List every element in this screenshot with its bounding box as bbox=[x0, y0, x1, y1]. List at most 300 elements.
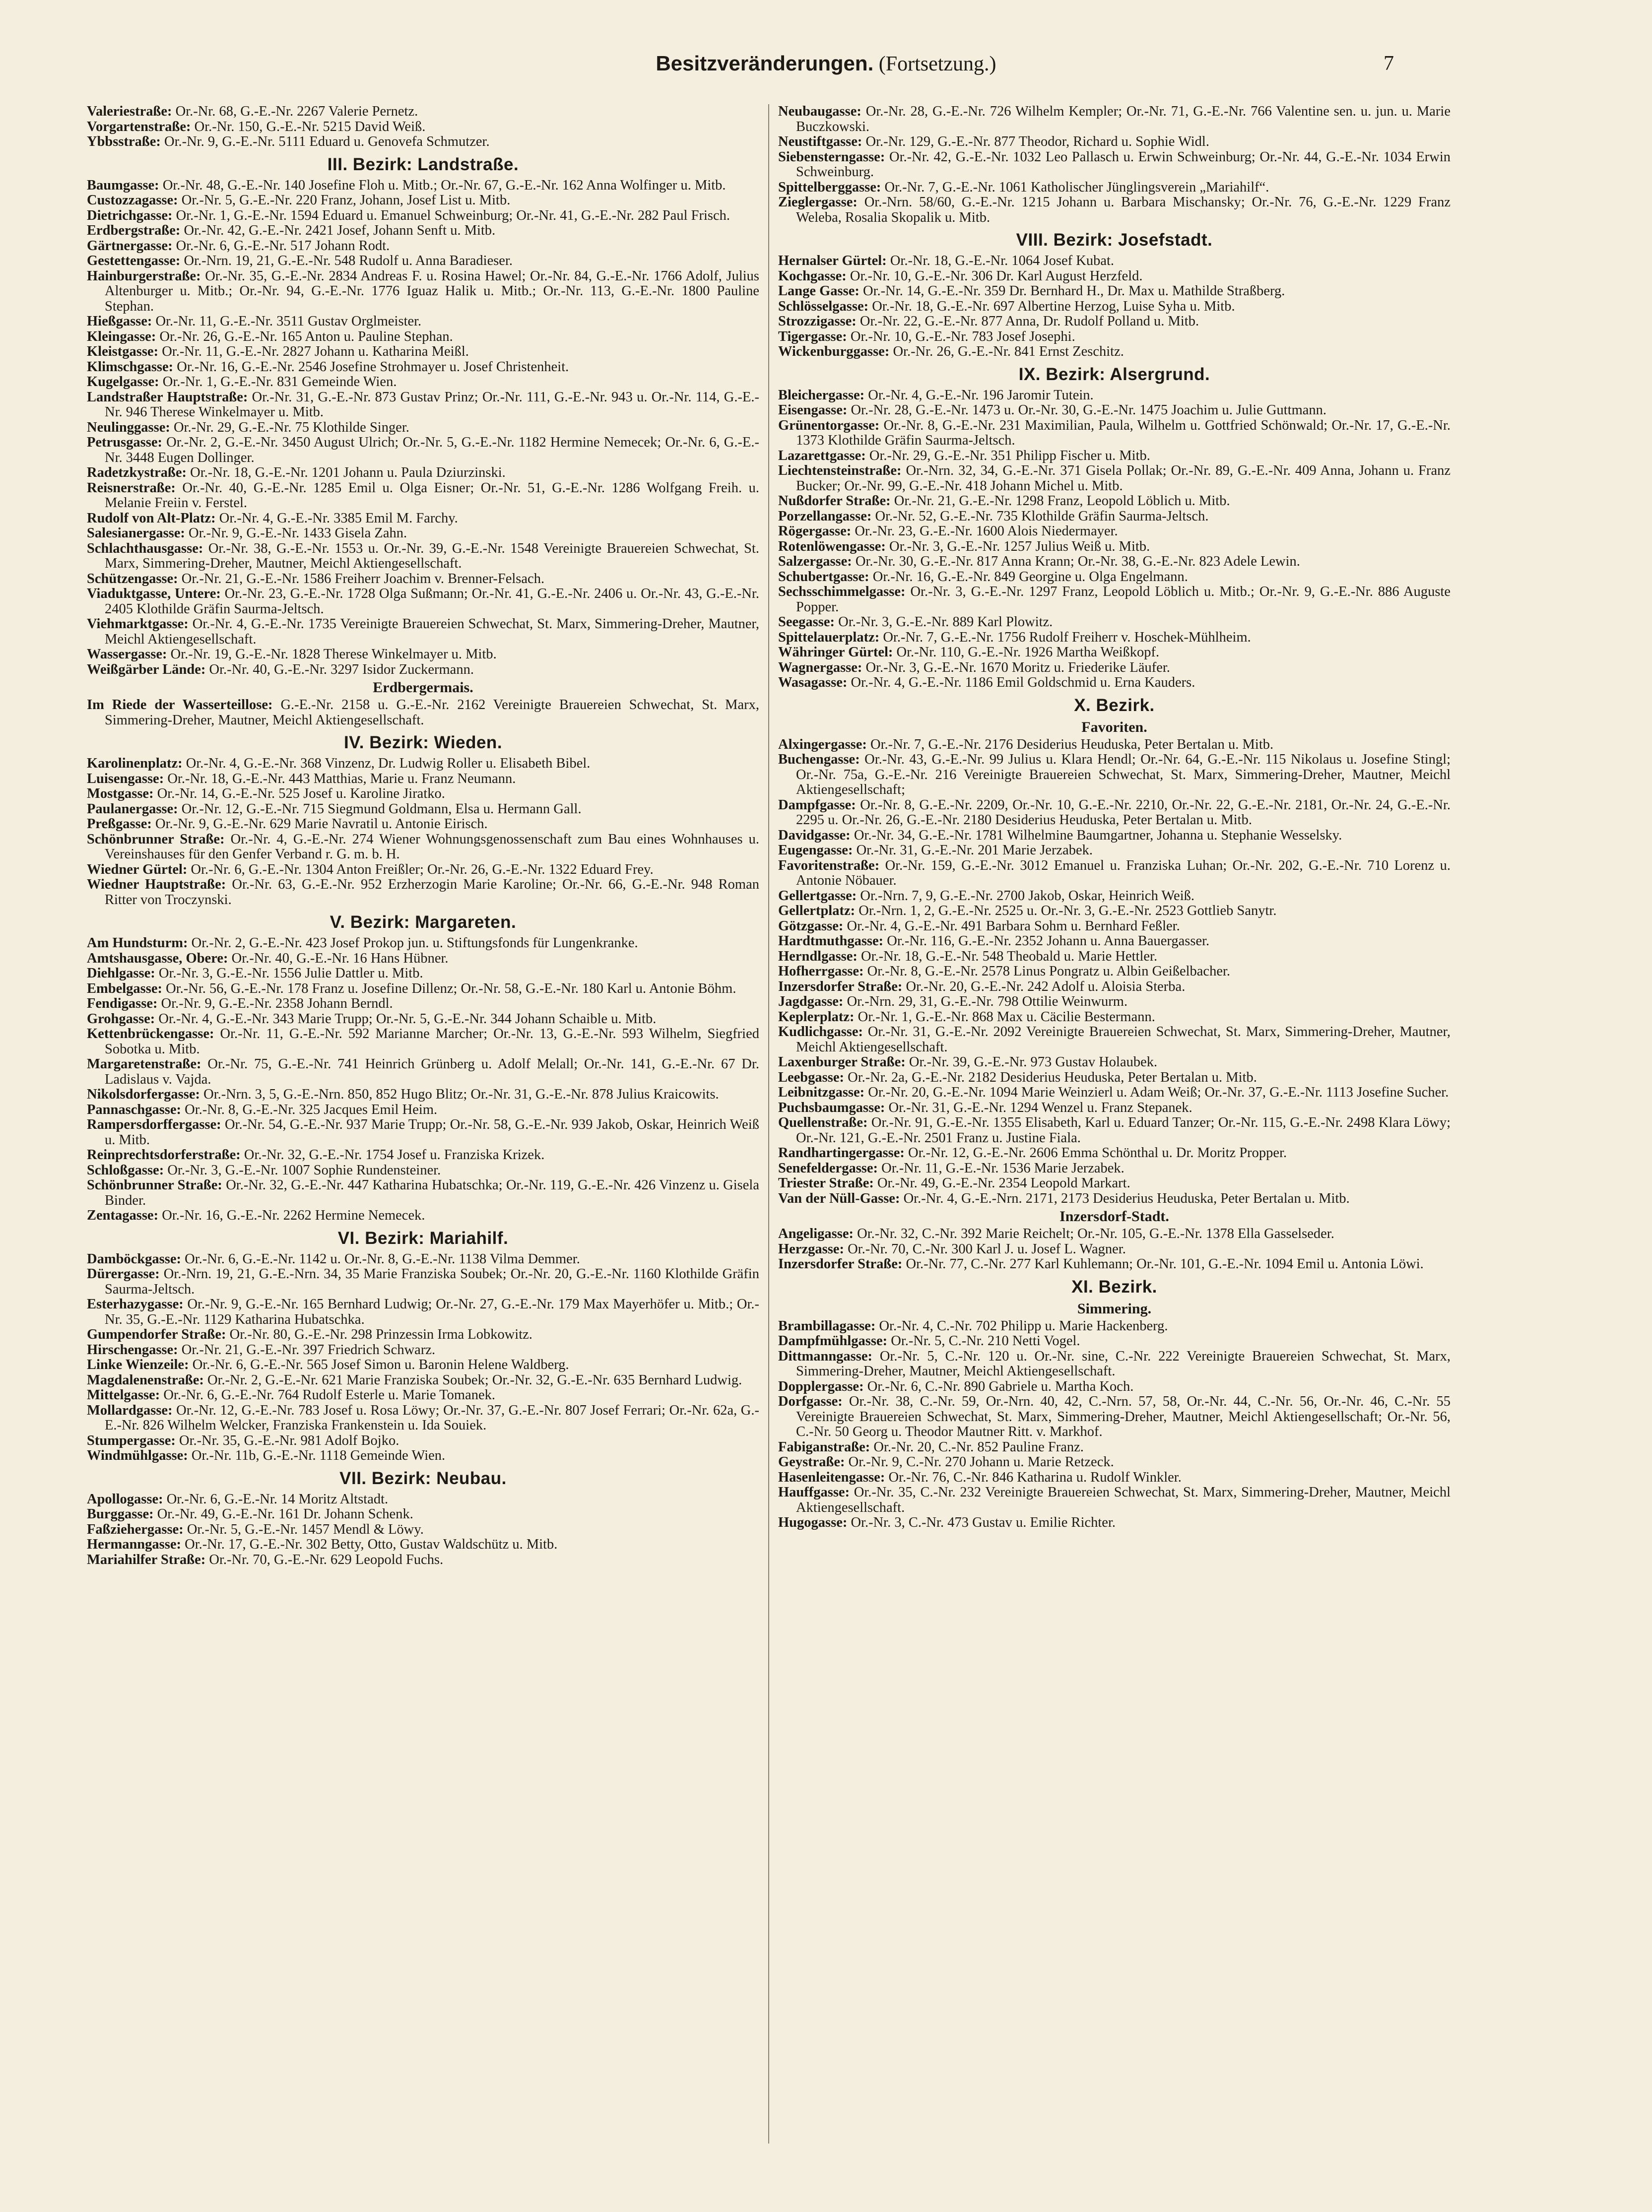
entry-details: Or.-Nr. 19, G.-E.-Nr. 1828 Therese Winkelmayer u. Mitb. bbox=[167, 647, 497, 662]
property-entry bbox=[778, 1146, 1451, 1161]
street-name: Embelgasse: bbox=[87, 980, 162, 996]
left-column bbox=[87, 104, 759, 2144]
street-name: Landstraßer Hauptstraße: bbox=[87, 389, 248, 405]
street-name: Amtshausgasse, Obere: bbox=[87, 950, 228, 966]
street-name: Dittmanngasse: bbox=[778, 1348, 872, 1364]
entry-details: Or.-Nr. 77, C.-Nr. 277 Karl Kuhlemann; Or.-Nr. 101, G.-E.-Nr. 1094 Emil u. Antonia Löwi. bbox=[902, 1256, 1424, 1272]
street-name: Gumpendorfer Straße: bbox=[87, 1327, 226, 1342]
entry-details: Or.-Nr. 42, G.-E.-Nr. 2421 Josef, Johann Senft u. Mitb. bbox=[180, 223, 496, 238]
street-name: Dopplergasse: bbox=[778, 1378, 864, 1394]
property-entry bbox=[87, 877, 759, 908]
property-entry bbox=[87, 360, 759, 375]
district-heading: VIII. Bezirk: Josefstadt. bbox=[1016, 230, 1213, 250]
entry-details: Or.-Nr. 31, G.-E.-Nr. 1294 Wenzel u. Franz Stepanek. bbox=[885, 1100, 1192, 1115]
subdistrict-heading: Favoriten. bbox=[1081, 718, 1147, 735]
entry-details: Or.-Nr. 32, G.-E.-Nr. 447 Katharina Hubatschka; Or.-Nr. 119, G.-E.-Nr. 426 Vinzenz u. Gisela Binder. bbox=[105, 1177, 759, 1208]
entry-details: Or.-Nr. 26, G.-E.-Nr. 165 Anton u. Pauline Stephan. bbox=[156, 328, 453, 344]
street-name: Preßgasse: bbox=[87, 816, 152, 832]
entry-details: Or.-Nr. 63, G.-E.-Nr. 952 Erzherzogin Marie Karoline; Or.-Nr. 66, G.-E.-Nr. 948 Roman Ritter von Troczynski. bbox=[105, 877, 759, 908]
street-name: Gellertgasse: bbox=[778, 888, 857, 904]
property-entry bbox=[87, 1373, 759, 1388]
entry-details: Or.-Nr. 11, G.-E.-Nr. 1536 Marie Jerzabek. bbox=[878, 1160, 1124, 1176]
entry-details: Or.-Nr. 11b, G.-E.-Nr. 1118 Gemeinde Wien. bbox=[188, 1448, 446, 1463]
property-entry bbox=[87, 1103, 759, 1118]
street-name: Herzgasse: bbox=[778, 1241, 844, 1257]
street-name: Inzersdorfer Straße: bbox=[778, 978, 903, 994]
street-name: Erdbergstraße: bbox=[87, 223, 181, 238]
street-name: Apollogasse: bbox=[87, 1491, 163, 1507]
street-name: Götzgasse: bbox=[778, 918, 844, 934]
street-name: Fabiganstraße: bbox=[778, 1439, 870, 1455]
entry-details: Or.-Nr. 29, G.-E.-Nr. 75 Klothilde Singer. bbox=[170, 419, 409, 435]
property-entry bbox=[87, 344, 759, 360]
property-entry bbox=[87, 786, 759, 802]
entry-details: Or.-Nr. 23, G.-E.-Nr. 1728 Olga Sußmann; Or.-Nr. 41, G.-E.-Nr. 2406 u. Or.-Nr. 43, G.-E.-Nr. 2405 Klothilde Gräfin Saurma-Jeltsch. bbox=[105, 586, 759, 617]
entry-details: Or.-Nrn. 3, 5, G.-E.-Nrn. 850, 852 Hugo Blitz; Or.-Nr. 31, G.-E.-Nr. 878 Julius Kraicowits. bbox=[199, 1087, 719, 1102]
property-entry bbox=[87, 435, 759, 465]
property-entry bbox=[87, 120, 759, 135]
street-name: Mostgasse: bbox=[87, 786, 154, 801]
entry-details: Or.-Nr. 9, G.-E.-Nr. 629 Marie Navratil u. Antonie Eirisch. bbox=[151, 816, 488, 832]
street-name: Wassergasse: bbox=[87, 647, 167, 662]
district-heading: V. Bezirk: Margareten. bbox=[330, 912, 517, 932]
property-entry bbox=[778, 858, 1451, 889]
entry-details: Or.-Nr. 34, G.-E.-Nr. 1781 Wilhelmine Baumgartner, Johanna u. Stephanie Wesselsky. bbox=[850, 827, 1342, 843]
entry-details: Or.-Nr. 9, G.-E.-Nr. 1433 Gisela Zahn. bbox=[185, 525, 407, 541]
entry-details: Or.-Nr. 9, G.-E.-Nr. 165 Bernhard Ludwig; Or.-Nr. 27, G.-E.-Nr. 179 Max Mayerhöfer u. Mitb.; Or.-Nr. 35, G.-E.-Nr. 1129 Katharina Hubatschka. bbox=[105, 1297, 759, 1327]
running-title bbox=[0, 50, 1652, 78]
street-name: Buchengasse: bbox=[778, 752, 860, 767]
property-entry bbox=[778, 934, 1451, 949]
property-entry bbox=[778, 949, 1451, 965]
property-entry bbox=[778, 843, 1451, 858]
entry-details: Or.-Nr. 4, G.-E.-Nr. 274 Wiener Wohnungsgenossenschaft zum Bau eines Wohnhauses u. Vereinshauses für den Genfer Verband r. G. m. b. H. bbox=[105, 831, 759, 862]
entry-details: Or.-Nr. 35, C.-Nr. 232 Vereinigte Brauereien Schwechat, St. Marx, Simmering-Dreher, Mautner, Meichl Aktiengesellschaft. bbox=[796, 1485, 1451, 1515]
entry-details: Or.-Nrn. 7, 9, G.-E.-Nr. 2700 Jakob, Oskar, Heinrich Weiß. bbox=[857, 888, 1194, 904]
entry-details: Or.-Nr. 21, G.-E.-Nr. 1298 Franz, Leopold Löblich u. Mitb. bbox=[890, 493, 1230, 509]
property-entry bbox=[87, 254, 759, 269]
property-entry bbox=[87, 541, 759, 572]
property-entry bbox=[778, 585, 1451, 615]
entry-details: Or.-Nr. 7, G.-E.-Nr. 1756 Rudolf Freiherr v. Hoschek-Mühlheim. bbox=[879, 629, 1251, 645]
property-entry bbox=[778, 1115, 1451, 1146]
street-name: Kettenbrückengasse: bbox=[87, 1026, 214, 1041]
entry-details: Or.-Nr. 150, G.-E.-Nr. 5215 David Weiß. bbox=[191, 119, 426, 134]
street-name: Faßziehergasse: bbox=[87, 1521, 184, 1537]
property-entry bbox=[778, 299, 1451, 315]
street-name: Nikolsdorfergasse: bbox=[87, 1087, 200, 1102]
property-entry bbox=[87, 1522, 759, 1538]
property-entry bbox=[778, 1227, 1451, 1242]
property-entry bbox=[87, 936, 759, 951]
entry-details: Or.-Nr. 54, G.-E.-Nr. 937 Marie Trupp; Or.-Nr. 58, G.-E.-Nr. 939 Jakob, Oskar, Heinrich Weiß u. Mitb. bbox=[105, 1117, 759, 1148]
entry-details: Or.-Nr. 4, G.-E.-Nr. 1186 Emil Goldschmid u. Erna Kauders. bbox=[847, 675, 1195, 690]
entry-details: Or.-Nr. 11, G.-E.-Nr. 3511 Gustav Orglmeister. bbox=[152, 314, 422, 329]
property-entry bbox=[778, 1515, 1451, 1531]
entry-details: Or.-Nr. 22, G.-E.-Nr. 877 Anna, Dr. Rudolf Polland u. Mitb. bbox=[856, 314, 1199, 329]
entry-details: Or.-Nrn. 19, 21, G.-E.-Nrn. 34, 35 Marie Franziska Soubek; Or.-Nr. 20, G.-E.-Nr. 1160 Klothilde Gräfin Saurma-Jeltsch. bbox=[105, 1266, 759, 1297]
street-name: Hauffgasse: bbox=[778, 1485, 850, 1500]
street-name: Favoritenstraße: bbox=[778, 857, 880, 873]
entry-details: Or.-Nr. 6, G.-E.-Nr. 14 Moritz Altstadt. bbox=[163, 1491, 389, 1507]
entry-details: Or.-Nr. 18, G.-E.-Nr. 548 Theobald u. Marie Hettler. bbox=[857, 948, 1158, 964]
property-entry bbox=[87, 772, 759, 787]
street-name: Randhartingergasse: bbox=[778, 1145, 905, 1161]
property-entry bbox=[778, 150, 1451, 180]
street-name: Valeriestraße: bbox=[87, 104, 172, 119]
street-name: Grünentorgasse: bbox=[778, 417, 880, 433]
property-entry bbox=[778, 919, 1451, 934]
street-name: Paulanergasse: bbox=[87, 801, 178, 817]
property-entry bbox=[778, 994, 1451, 1010]
entry-details: Or.-Nr. 40, G.-E.-Nr. 3297 Isidor Zuckermann. bbox=[205, 661, 474, 677]
property-entry bbox=[778, 1485, 1451, 1515]
street-name: Petrusgasse: bbox=[87, 435, 162, 450]
property-entry bbox=[778, 889, 1451, 904]
entry-details: Or.-Nr. 5, C.-Nr. 210 Netti Vogel. bbox=[887, 1333, 1080, 1349]
street-name: Salzergasse: bbox=[778, 554, 852, 569]
street-name: Seegasse: bbox=[778, 614, 835, 630]
entry-details: Or.-Nr. 38, C.-Nr. 59, Or.-Nrn. 40, 42, C.-Nrn. 57, 58, Or.-Nr. 44, C.-Nr. 56, Or.-Nr. 46, C.-Nr. 55 Vereinigte Brauereien Schwechat, St. Marx, Simmering-Dreher, Mautner, Meichl Aktiengesellschaft; Or.-Nr. 56, C.-Nr. 50 Georg u. Theodor Mautner Ritt. v. Markhof. bbox=[796, 1394, 1451, 1439]
entry-details: Or.-Nr. 4, G.-E.-Nr. 343 Marie Trupp; Or.-Nr. 5, G.-E.-Nr. 344 Johann Schaible u. Mitb. bbox=[155, 1011, 657, 1027]
property-entry bbox=[778, 1334, 1451, 1349]
entry-details: Or.-Nr. 21, G.-E.-Nr. 1586 Freiherr Joachim v. Brenner-Felsach. bbox=[178, 571, 545, 586]
street-name: Puchsbaumgasse: bbox=[778, 1100, 885, 1115]
property-entry bbox=[87, 1343, 759, 1358]
entry-details: Or.-Nr. 8, G.-E.-Nr. 2209, Or.-Nr. 10, G.-E.-Nr. 2210, Or.-Nr. 22, G.-E.-Nr. 2181, Or.-Nr. 24, G.-E.-Nr. 2295 u. Or.-Nr. 26, G.-E.-Nr. 2180 Desiderius Heuduska, Peter Bertalan u. Mitb. bbox=[796, 797, 1451, 828]
entry-details: Or.-Nr. 16, G.-E.-Nr. 849 Georgine u. Olga Engelmann. bbox=[869, 569, 1188, 585]
property-entry bbox=[87, 1252, 759, 1267]
entry-details: Or.-Nr. 129, G.-E.-Nr. 877 Theodor, Richard u. Sophie Widl. bbox=[862, 134, 1209, 149]
entry-details: Or.-Nrn. 29, 31, G.-E.-Nr. 798 Ottilie Weinwurm. bbox=[843, 994, 1128, 1009]
property-entry bbox=[87, 329, 759, 345]
street-name: Esterhazygasse: bbox=[87, 1297, 184, 1312]
property-entry bbox=[87, 223, 759, 239]
street-name: Keplerplatz: bbox=[778, 1009, 855, 1025]
property-entry bbox=[778, 1191, 1451, 1207]
entry-details: Or.-Nr. 4, C.-Nr. 702 Philipp u. Marie Hackenberg. bbox=[875, 1318, 1168, 1334]
property-entry bbox=[87, 1087, 759, 1103]
entry-details: Or.-Nr. 17, G.-E.-Nr. 302 Betty, Otto, Gustav Waldschütz u. Mitb. bbox=[181, 1537, 558, 1552]
entry-details: Or.-Nr. 4, G.-E.-Nr. 491 Barbara Sohm u. Bernhard Feßler. bbox=[843, 918, 1180, 934]
street-name: Inzersdorfer Straße: bbox=[778, 1256, 903, 1272]
street-name: Hardtmuthgasse: bbox=[778, 933, 884, 949]
street-name: Rudolf von Alt-Platz: bbox=[87, 510, 216, 526]
property-entry bbox=[87, 465, 759, 481]
street-name: Mittelgasse: bbox=[87, 1387, 160, 1403]
property-entry bbox=[778, 403, 1451, 418]
subdistrict-heading: Simmering. bbox=[1077, 1300, 1152, 1317]
street-name: Reinprechtsdorferstraße: bbox=[87, 1147, 241, 1163]
property-entry bbox=[778, 524, 1451, 539]
entry-details: Or.-Nr. 32, C.-Nr. 392 Marie Reichelt; Or.-Nr. 105, G.-E.-Nr. 1378 Ella Gasselseder. bbox=[854, 1226, 1334, 1241]
street-name: Siebensterngasse: bbox=[778, 149, 885, 165]
entry-details: Or.-Nr. 3, G.-E.-Nr. 1556 Julie Dattler u. Mitb. bbox=[155, 966, 423, 981]
property-entry bbox=[778, 630, 1451, 646]
property-entry bbox=[87, 420, 759, 436]
street-name: Karolinenplatz: bbox=[87, 756, 183, 771]
entry-details: Or.-Nr. 9, G.-E.-Nr. 5111 Eduard u. Genovefa Schmutzer. bbox=[160, 134, 490, 149]
entry-details: Or.-Nrn. 19, 21, G.-E.-Nr. 548 Rudolf u. Anna Baradieser. bbox=[180, 253, 513, 268]
property-entry bbox=[87, 1178, 759, 1208]
property-entry bbox=[87, 1492, 759, 1507]
entry-details: Or.-Nr. 42, G.-E.-Nr. 1032 Leo Pallasch u. Erwin Schweinburg; Or.-Nr. 44, G.-E.-Nr. 1034 Erwin Schweinburg. bbox=[796, 149, 1451, 180]
property-entry bbox=[87, 1117, 759, 1148]
entry-details: Or.-Nr. 3, G.-E.-Nr. 889 Karl Plowitz. bbox=[834, 614, 1053, 630]
entry-details: Or.-Nr. 1, G.-E.-Nr. 868 Max u. Cäcilie Bestermann. bbox=[854, 1009, 1155, 1025]
property-entry bbox=[778, 195, 1451, 225]
property-entry bbox=[87, 1553, 759, 1568]
entry-details: Or.-Nr. 20, G.-E.-Nr. 1094 Marie Weinzierl u. Adam Weiß; Or.-Nr. 37, G.-E.-Nr. 1113 Josefine Sucher. bbox=[864, 1085, 1449, 1100]
street-name: Dürergasse: bbox=[87, 1266, 160, 1282]
property-entry bbox=[87, 1163, 759, 1178]
subdistrict-heading: Inzersdorf-Stadt. bbox=[1059, 1208, 1169, 1225]
street-name: Kudlichgasse: bbox=[778, 1024, 863, 1040]
entry-details: Or.-Nr. 12, G.-E.-Nr. 2606 Emma Schönthal u. Dr. Moritz Propper. bbox=[904, 1145, 1287, 1161]
property-entry bbox=[87, 104, 759, 120]
street-name: Rögergasse: bbox=[778, 523, 852, 539]
entry-details: Or.-Nr. 2a, G.-E.-Nr. 2182 Desiderius Heuduska, Peter Bertalan u. Mitb. bbox=[844, 1069, 1257, 1085]
property-entry bbox=[778, 1070, 1451, 1086]
street-name: Schönbrunner Straße: bbox=[87, 831, 225, 847]
entry-details: Or.-Nr. 21, G.-E.-Nr. 397 Friedrich Schwarz. bbox=[178, 1342, 436, 1358]
entry-details: Or.-Nr. 10, G.-E.-Nr. 783 Josef Josephi. bbox=[847, 328, 1075, 344]
property-entry bbox=[87, 698, 759, 728]
entry-details: Or.-Nrn. 32, 34, G.-E.-Nr. 371 Gisela Pollak; Or.-Nr. 89, G.-E.-Nr. 409 Anna, Johann u. Franz Bucker; Or.-Nr. 99, G.-E.-Nr. 418 Johann Michel u. Mitb. bbox=[796, 463, 1451, 494]
street-name: Am Hundsturm: bbox=[87, 935, 188, 951]
street-name: Liechtensteinstraße: bbox=[778, 463, 902, 478]
entry-details: Or.-Nr. 40, G.-E.-Nr. 1285 Emil u. Olga Eisner; Or.-Nr. 51, G.-E.-Nr. 1286 Wolfgang Freih. u. Melanie Freiin v. Ferstel. bbox=[105, 480, 759, 511]
property-entry bbox=[778, 1440, 1451, 1455]
street-name: Zentagasse: bbox=[87, 1208, 159, 1223]
entry-details: Or.-Nr. 4, G.-E.-Nr. 368 Vinzenz, Dr. Ludwig Roller u. Elisabeth Bibel. bbox=[182, 756, 591, 771]
street-name: Hermanngasse: bbox=[87, 1537, 181, 1552]
property-entry bbox=[778, 1010, 1451, 1025]
street-name: Davidgasse: bbox=[778, 827, 851, 843]
property-entry bbox=[87, 208, 759, 224]
entry-details: Or.-Nr. 11, G.-E.-Nr. 592 Marianne Marcher; Or.-Nr. 13, G.-E.-Nr. 593 Wilhelm, Siegfried Sobotka u. Mitb. bbox=[105, 1026, 759, 1057]
street-name: Viaduktgasse, Untere: bbox=[87, 586, 221, 601]
street-name: Wiedner Hauptstraße: bbox=[87, 877, 226, 892]
entry-details: Or.-Nr. 52, G.-E.-Nr. 735 Klothilde Gräfin Saurma-Jeltsch. bbox=[871, 508, 1209, 524]
street-name: Rampersdorffergasse: bbox=[87, 1117, 221, 1132]
entry-details: Or.-Nr. 75, G.-E.-Nr. 741 Heinrich Grünberg u. Adolf Melall; Or.-Nr. 141, G.-E.-Nr. 67 Dr. Ladislaus v. Vajda. bbox=[105, 1056, 759, 1087]
entry-details: Or.-Nr. 9, C.-Nr. 270 Johann u. Marie Retzeck. bbox=[845, 1454, 1114, 1470]
entry-details: Or.-Nr. 43, G.-E.-Nr. 99 Julius u. Klara Hendl; Or.-Nr. 64, G.-E.-Nr. 115 Nikolaus u. Josefine Stingl; Or.-Nr. 75a, G.-E.-Nr. 216 Vereinigte Brauereien Schwechat, St. Marx, Simmering-Dreher, Mautner, Meichl Aktiengesellschaft; bbox=[796, 752, 1451, 797]
street-name: Zieglergasse: bbox=[778, 195, 858, 210]
property-entry bbox=[778, 1349, 1451, 1379]
street-name: Kleingasse: bbox=[87, 328, 156, 344]
property-entry bbox=[87, 1327, 759, 1343]
running-title-main: Besitzveränderungen. bbox=[656, 52, 874, 75]
property-entry bbox=[87, 178, 759, 194]
property-entry bbox=[778, 284, 1451, 299]
street-name: Bleichergasse: bbox=[778, 387, 865, 403]
property-entry bbox=[778, 449, 1451, 464]
entry-details: Or.-Nr. 2, G.-E.-Nr. 423 Josef Prokop jun. u. Stiftungsfonds für Lungenkranke. bbox=[188, 935, 638, 951]
property-entry bbox=[87, 1027, 759, 1057]
entry-details: Or.-Nr. 14, G.-E.-Nr. 359 Dr. Bernhard H., Dr. Max u. Mathilde Straßberg. bbox=[859, 283, 1285, 299]
street-name: Sechsschimmelgasse: bbox=[778, 584, 906, 599]
entry-details: Or.-Nr. 18, G.-E.-Nr. 1201 Johann u. Paula Dziurzinski. bbox=[187, 465, 506, 480]
entry-details: Or.-Nr. 4, G.-E.-Nr. 196 Jaromir Tutein. bbox=[864, 387, 1094, 403]
property-entry bbox=[778, 134, 1451, 150]
street-name: Quellenstraße: bbox=[778, 1115, 868, 1130]
street-name: Schützengasse: bbox=[87, 571, 178, 586]
property-entry bbox=[778, 254, 1451, 269]
entry-details: Or.-Nr. 31, G.-E.-Nr. 873 Gustav Prinz; Or.-Nr. 111, G.-E.-Nr. 943 u. Or.-Nr. 114, G.-E.-Nr. 946 Therese Winkelmayer u. Mitb. bbox=[105, 389, 759, 420]
property-entry bbox=[778, 344, 1451, 360]
entry-details: Or.-Nr. 20, G.-E.-Nr. 242 Adolf u. Aloisia Sterba. bbox=[902, 978, 1186, 994]
property-entry bbox=[778, 1242, 1451, 1257]
entry-details: Or.-Nr. 38, G.-E.-Nr. 1553 u. Or.-Nr. 39, G.-E.-Nr. 1548 Vereinigte Brauereien Schwechat, St. Marx, Simmering-Dreher, Mautner, Meichl Aktiengesellschaft. bbox=[105, 540, 759, 571]
street-name: Gärtnergasse: bbox=[87, 238, 173, 254]
entry-details: Or.-Nr. 40, G.-E.-Nr. 16 Hans Hübner. bbox=[228, 950, 449, 966]
entry-details: Or.-Nr. 5, G.-E.-Nr. 220 Franz, Johann, Josef List u. Mitb. bbox=[178, 193, 511, 208]
entry-details: Or.-Nr. 35, G.-E.-Nr. 2834 Andreas F. u. Rosina Hawel; Or.-Nr. 84, G.-E.-Nr. 1766 Adolf, Julius Altenburger u. Mitb.; Or.-Nr. 94, G.-E.-Nr. 1776 Iguaz Halik u. Mitb.; Or.-Nr. 113, G.-E.-Nr. 1800 Pauline Stephan. bbox=[105, 268, 759, 314]
street-name: Kochgasse: bbox=[778, 268, 847, 284]
entry-details: Or.-Nr. 16, G.-E.-Nr. 2262 Hermine Nemecek. bbox=[158, 1208, 425, 1223]
entry-details: Or.-Nr. 6, C.-Nr. 890 Gabriele u. Martha Koch. bbox=[863, 1378, 1134, 1394]
entry-details: Or.-Nr. 18, G.-E.-Nr. 443 Matthias, Marie u. Franz Neumann. bbox=[164, 771, 516, 786]
property-entry bbox=[87, 1297, 759, 1327]
entry-details: Or.-Nr. 5, C.-Nr. 120 u. Or.-Nr. sine, C.-Nr. 222 Vereinigte Brauereien Schwechat, St. Marx, Simmering-Dreher, Mautner, Meichl Aktiengesellschaft. bbox=[796, 1348, 1451, 1379]
street-name: Wickenburggasse: bbox=[778, 344, 890, 359]
property-entry bbox=[87, 817, 759, 832]
street-name: Wiedner Gürtel: bbox=[87, 861, 188, 877]
property-entry bbox=[778, 180, 1451, 195]
entry-details: Or.-Nr. 5, G.-E.-Nr. 1457 Mendl & Löwy. bbox=[183, 1521, 424, 1537]
street-name: Nußdorfer Straße: bbox=[778, 493, 891, 509]
entry-details: Or.-Nr. 6, G.-E.-Nr. 1304 Anton Freißler; Or.-Nr. 26, G.-E.-Nr. 1322 Eduard Frey. bbox=[187, 861, 654, 877]
street-name: Hirschengasse: bbox=[87, 1342, 178, 1358]
entry-details: Or.-Nr. 2, G.-E.-Nr. 3450 August Ulrich; Or.-Nr. 5, G.-E.-Nr. 1182 Hermine Nemecek; Or.-Nr. 6, G.-E.-Nr. 3448 Eugen Dollinger. bbox=[105, 435, 759, 465]
property-entry bbox=[778, 269, 1451, 284]
street-name: Währinger Gürtel: bbox=[778, 645, 893, 660]
property-entry bbox=[778, 1455, 1451, 1470]
street-name: Hugogasse: bbox=[778, 1515, 848, 1530]
entry-details: Or.-Nr. 80, G.-E.-Nr. 298 Prinzessin Irma Lobkowitz. bbox=[226, 1327, 532, 1342]
property-entry bbox=[87, 662, 759, 678]
street-name: Schlachthausgasse: bbox=[87, 540, 203, 556]
street-name: Strozzigasse: bbox=[778, 314, 857, 329]
district-heading: III. Bezirk: Landstraße. bbox=[327, 154, 519, 174]
entry-details: Or.-Nr. 48, G.-E.-Nr. 140 Josefine Floh u. Mitb.; Or.-Nr. 67, G.-E.-Nr. 162 Anna Wolfinger u. Mitb. bbox=[159, 177, 726, 193]
entry-details: Or.-Nr. 28, G.-E.-Nr. 1473 u. Or.-Nr. 30, G.-E.-Nr. 1475 Joachim u. Julie Guttmann. bbox=[847, 402, 1327, 418]
district-heading: X. Bezirk. bbox=[1074, 695, 1155, 715]
entry-details: Or.-Nr. 7, G.-E.-Nr. 1061 Katholischer Jünglingsverein „Mariahilf“. bbox=[881, 179, 1269, 195]
street-name: Magdalenenstraße: bbox=[87, 1372, 204, 1388]
property-entry bbox=[87, 481, 759, 511]
street-name: Leibnitzgasse: bbox=[778, 1085, 865, 1100]
entry-details: Or.-Nr. 56, G.-E.-Nr. 178 Franz u. Josefine Dillenz; Or.-Nr. 58, G.-E.-Nr. 180 Karl u. Antonie Böhm. bbox=[162, 980, 736, 996]
entry-details: Or.-Nr. 39, G.-E.-Nr. 973 Gustav Holaubek. bbox=[905, 1054, 1158, 1070]
street-name: Damböckgasse: bbox=[87, 1251, 181, 1267]
street-name: Neulinggasse: bbox=[87, 419, 170, 435]
street-name: Kleistgasse: bbox=[87, 344, 159, 359]
street-name: Im Riede der Wasserteillose: bbox=[87, 697, 273, 713]
property-entry bbox=[87, 1537, 759, 1553]
property-entry bbox=[778, 570, 1451, 585]
property-entry bbox=[778, 1257, 1451, 1272]
property-entry bbox=[87, 1267, 759, 1297]
entry-details: Or.-Nr. 6, G.-E.-Nr. 565 Josef Simon u. Baronin Helene Waldberg. bbox=[189, 1357, 569, 1372]
street-name: Wasagasse: bbox=[778, 675, 848, 690]
column-divider bbox=[768, 104, 769, 2144]
district-heading: XI. Bezirk. bbox=[1071, 1277, 1157, 1297]
street-name: Margaretenstraße: bbox=[87, 1056, 201, 1072]
property-entry bbox=[778, 1319, 1451, 1334]
street-name: Spittelberggasse: bbox=[778, 179, 881, 195]
street-name: Custozzagasse: bbox=[87, 193, 178, 208]
street-name: Pannaschgasse: bbox=[87, 1102, 182, 1117]
entry-details: Or.-Nr. 68, G.-E.-Nr. 2267 Valerie Pernetz. bbox=[172, 104, 418, 119]
street-name: Herndlgasse: bbox=[778, 948, 858, 964]
property-entry bbox=[778, 964, 1451, 979]
property-entry bbox=[87, 314, 759, 329]
street-name: Luisengasse: bbox=[87, 771, 164, 786]
entry-details: Or.-Nrn. 1, 2, G.-E.-Nr. 2525 u. Or.-Nr. 3, G.-E.-Nr. 2523 Gottlieb Sanytr. bbox=[855, 903, 1277, 918]
property-entry bbox=[87, 1388, 759, 1403]
street-name: Jagdgasse: bbox=[778, 994, 844, 1009]
street-name: Rotenlöwengasse: bbox=[778, 538, 886, 554]
property-entry bbox=[87, 1433, 759, 1449]
street-name: Geystraße: bbox=[778, 1454, 845, 1470]
entry-details: Or.-Nr. 20, C.-Nr. 852 Pauline Franz. bbox=[870, 1439, 1084, 1455]
street-name: Klimschgasse: bbox=[87, 359, 174, 375]
entry-details: Or.-Nr. 30, G.-E.-Nr. 817 Anna Krann; Or.-Nr. 38, G.-E.-Nr. 823 Adele Lewin. bbox=[852, 554, 1300, 569]
property-entry bbox=[778, 494, 1451, 509]
property-entry bbox=[87, 511, 759, 526]
street-name: Dampfmühlgasse: bbox=[778, 1333, 888, 1349]
property-entry bbox=[778, 615, 1451, 630]
running-title-suffix: (Fortsetzung.) bbox=[873, 53, 996, 75]
property-entry bbox=[87, 1057, 759, 1087]
property-entry bbox=[87, 981, 759, 997]
property-entry bbox=[87, 1012, 759, 1027]
property-entry bbox=[87, 832, 759, 862]
property-entry bbox=[87, 1403, 759, 1433]
street-name: Eugengasse: bbox=[778, 843, 853, 858]
street-name: Weißgärber Lände: bbox=[87, 661, 206, 677]
street-name: Grohgasse: bbox=[87, 1011, 155, 1027]
street-name: Burggasse: bbox=[87, 1506, 154, 1522]
district-heading: VI. Bezirk: Mariahilf. bbox=[337, 1228, 509, 1248]
property-entry bbox=[778, 904, 1451, 919]
property-entry bbox=[87, 375, 759, 390]
property-entry bbox=[87, 390, 759, 420]
property-entry bbox=[778, 1085, 1451, 1101]
property-entry bbox=[778, 1101, 1451, 1116]
entry-details: Or.-Nr. 2, G.-E.-Nr. 621 Marie Franziska Soubek; Or.-Nr. 32, G.-E.-Nr. 635 Bernhard Ludwig. bbox=[203, 1372, 742, 1388]
street-name: Laxenburger Straße: bbox=[778, 1054, 906, 1070]
entry-details: Or.-Nr. 28, G.-E.-Nr. 726 Wilhelm Kempler; Or.-Nr. 71, G.-E.-Nr. 766 Valentine sen. u. jun. u. Marie Buczkowski. bbox=[796, 104, 1451, 134]
page-number: 7 bbox=[1384, 52, 1394, 75]
property-entry bbox=[778, 828, 1451, 844]
entry-details: Or.-Nr. 6, G.-E.-Nr. 764 Rudolf Esterle u. Marie Tomanek. bbox=[160, 1387, 496, 1403]
property-entry bbox=[778, 1025, 1451, 1055]
entry-details: Or.-Nr. 70, G.-E.-Nr. 629 Leopold Fuchs. bbox=[205, 1552, 444, 1567]
entry-details: Or.-Nr. 49, G.-E.-Nr. 2354 Leopold Markart. bbox=[873, 1175, 1130, 1191]
property-entry bbox=[87, 802, 759, 817]
property-entry bbox=[778, 329, 1451, 345]
street-name: Stumpergasse: bbox=[87, 1432, 176, 1448]
property-entry bbox=[87, 1448, 759, 1464]
street-name: Dietrichgasse: bbox=[87, 207, 173, 223]
property-entry bbox=[778, 314, 1451, 329]
entry-details: Or.-Nr. 26, G.-E.-Nr. 841 Ernst Zeschitz. bbox=[889, 344, 1124, 359]
entry-details: Or.-Nr. 3, C.-Nr. 473 Gustav u. Emilie Richter. bbox=[847, 1515, 1116, 1530]
